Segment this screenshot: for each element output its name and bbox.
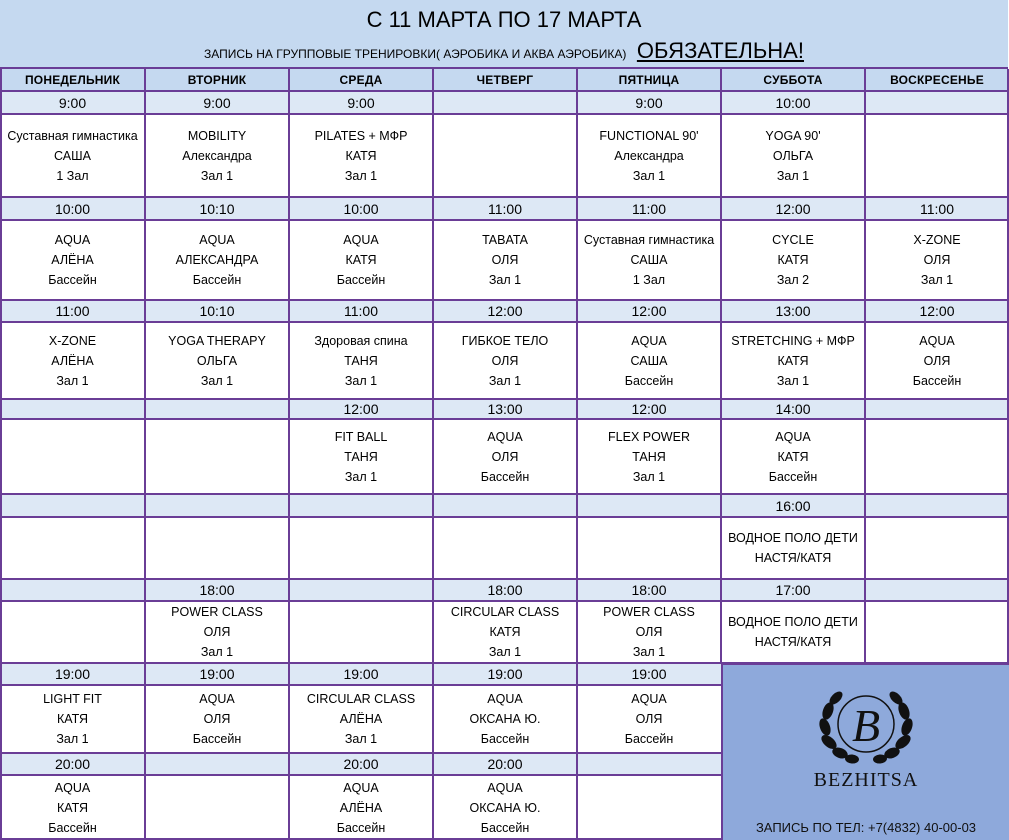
booking-phone: ЗАПИСЬ ПО ТЕЛ: +7(4832) 40-00-03 — [755, 820, 977, 835]
time-slot — [865, 494, 1009, 517]
class-name: PILATES + МФР — [314, 128, 408, 143]
time-slot: 9:00 — [289, 91, 433, 114]
class-cell — [865, 220, 1009, 300]
room-name: Зал 1 — [200, 373, 234, 388]
grid-line — [0, 219, 1009, 221]
class-cell — [433, 517, 577, 579]
room-name: Зал 1 — [344, 732, 378, 746]
instructor-name: Александра — [614, 148, 684, 163]
class-cell — [289, 517, 433, 579]
class-name: Суставная гимнастика — [7, 128, 138, 143]
time-slot: 18:00 — [433, 579, 577, 601]
day-header: ВОСКРЕСЕНЬЕ — [865, 69, 1009, 91]
class-name: Здоровая спина — [314, 333, 408, 348]
time-slot — [865, 579, 1009, 601]
instructor-name: ТАНЯ — [344, 449, 378, 464]
time-slot — [289, 579, 433, 601]
room-name: Зал 1 — [776, 168, 810, 183]
room-name: Бассейн — [192, 273, 242, 287]
class-cell — [0, 114, 145, 197]
class-cell — [577, 114, 721, 197]
instructor-name: ОЛЯ — [203, 712, 231, 726]
class-cell — [577, 322, 721, 399]
class-cell — [721, 601, 865, 663]
room-name: Зал 1 — [488, 645, 522, 659]
class-name: AQUA — [487, 780, 523, 795]
class-name: AQUA — [54, 233, 91, 247]
class-name: AQUA — [343, 233, 379, 247]
class-name: AQUA — [487, 429, 523, 444]
time-slot — [0, 579, 145, 601]
instructor-name: ОЛЯ — [491, 353, 519, 368]
instructor-name: КАТЯ — [777, 449, 809, 464]
time-slot: 12:00 — [577, 399, 721, 419]
time-slot — [145, 494, 289, 517]
class-name: AQUA — [343, 780, 379, 795]
class-cell — [433, 775, 577, 840]
grid-line — [0, 752, 721, 754]
time-slot: 9:00 — [145, 91, 289, 114]
class-cell — [0, 775, 145, 840]
class-name: AQUA — [487, 692, 523, 706]
class-cell — [145, 322, 289, 399]
class-cell — [577, 775, 721, 840]
class-cell — [0, 419, 145, 494]
room-name: Зал 1 — [632, 469, 666, 484]
instructor-name: ОЛЯ — [923, 253, 951, 267]
class-cell — [721, 220, 865, 300]
class-cell — [0, 517, 145, 579]
time-slot — [0, 494, 145, 517]
class-name: ВОДНОЕ ПОЛО ДЕТИ — [728, 531, 858, 545]
class-name: X-ZONE — [48, 333, 97, 348]
instructor-name: АЛЕКСАНДРА — [175, 253, 259, 267]
day-header: ВТОРНИК — [145, 69, 289, 91]
room-name: Зал 1 — [56, 373, 89, 388]
time-slot — [577, 494, 721, 517]
room-name: Зал 1 — [56, 732, 89, 746]
time-slot: 10:00 — [721, 91, 865, 114]
class-cell — [145, 114, 289, 197]
room-name: Зал 1 — [200, 168, 234, 183]
time-slot: 10:00 — [0, 197, 145, 220]
instructor-name: ОЛЯ — [635, 712, 663, 726]
room-name: Зал 1 — [344, 373, 378, 388]
instructor-name: НАСТЯ/КАТЯ — [754, 551, 832, 565]
room-name: Зал 1 — [776, 373, 810, 388]
instructor-name: ОЛЯ — [491, 253, 519, 267]
booking-required-emphasis: ОБЯЗАТЕЛЬНА! — [636, 38, 804, 63]
time-slot: 14:00 — [721, 399, 865, 419]
instructor-name: САША — [630, 353, 668, 368]
time-slot: 19:00 — [289, 663, 433, 685]
time-slot: 10:10 — [145, 197, 289, 220]
room-name: 1 Зал — [56, 168, 89, 183]
time-slot: 13:00 — [721, 300, 865, 322]
grid-line — [0, 774, 721, 776]
laurel-logo-icon — [811, 679, 921, 769]
class-cell — [289, 685, 433, 753]
instructor-name: ОКСАНА Ю. — [469, 800, 541, 815]
class-cell — [577, 419, 721, 494]
class-name: CIRCULAR CLASS — [450, 605, 560, 619]
instructor-name: НАСТЯ/КАТЯ — [754, 635, 832, 649]
time-slot — [865, 91, 1009, 114]
instructor-name: ТАНЯ — [344, 353, 378, 368]
class-name: LIGHT FIT — [43, 692, 102, 706]
class-name: CIRCULAR CLASS — [306, 692, 416, 706]
room-name: Зал 1 — [920, 273, 954, 287]
instructor-name: КАТЯ — [345, 253, 377, 267]
class-name: YOGA THERAPY — [168, 333, 266, 348]
time-slot: 11:00 — [289, 300, 433, 322]
grid-line — [720, 69, 722, 663]
room-name: Бассейн — [480, 732, 530, 746]
class-cell — [721, 419, 865, 494]
class-name: X-ZONE — [913, 233, 961, 247]
class-cell — [289, 114, 433, 197]
class-name: AQUA — [199, 233, 235, 247]
instructor-name: ОЛЯ — [635, 625, 663, 639]
instructor-name: ТАНЯ — [632, 449, 666, 464]
room-name: Бассейн — [48, 273, 97, 287]
time-slot: 9:00 — [0, 91, 145, 114]
class-cell — [577, 601, 721, 663]
grid-line — [144, 69, 146, 840]
time-slot: 11:00 — [0, 300, 145, 322]
booking-notice: ЗАПИСЬ НА ГРУППОВЫЕ ТРЕНИРОВКИ( АЭРОБИКА И АКВА АЭРОБИКА) — [204, 47, 627, 61]
logo-block — [721, 663, 1009, 840]
class-cell — [433, 685, 577, 753]
room-name: Бассейн — [48, 820, 97, 835]
grid-line — [0, 321, 1009, 323]
class-cell — [145, 601, 289, 663]
class-cell — [145, 685, 289, 753]
room-name: Зал 1 — [344, 469, 378, 484]
day-header: ЧЕТВЕРГ — [433, 69, 577, 91]
time-slot — [433, 494, 577, 517]
class-name: ГИБКОЕ ТЕЛО — [461, 333, 549, 348]
room-name: 1 Зал — [632, 273, 666, 287]
room-name: Бассейн — [912, 373, 962, 388]
class-name: AQUA — [919, 333, 955, 348]
instructor-name: АЛЁНА — [51, 253, 94, 267]
class-cell — [865, 517, 1009, 579]
time-slot: 20:00 — [433, 753, 577, 775]
class-cell — [721, 517, 865, 579]
day-header: СРЕДА — [289, 69, 433, 91]
class-name: TABATA — [482, 233, 528, 247]
time-slot — [289, 494, 433, 517]
time-slot: 20:00 — [289, 753, 433, 775]
instructor-name: Александра — [182, 148, 252, 163]
room-name: Зал 1 — [344, 168, 378, 183]
class-cell — [289, 775, 433, 840]
instructor-name: ОЛЬГА — [196, 353, 238, 368]
room-name: Бассейн — [480, 469, 530, 484]
class-cell — [289, 419, 433, 494]
class-cell — [433, 322, 577, 399]
class-cell — [0, 685, 145, 753]
class-cell — [865, 419, 1009, 494]
room-name: Зал 1 — [200, 645, 234, 659]
time-slot: 12:00 — [289, 399, 433, 419]
class-cell — [865, 601, 1009, 663]
time-slot: 13:00 — [433, 399, 577, 419]
time-slot: 10:00 — [289, 197, 433, 220]
class-cell — [0, 601, 145, 663]
time-slot: 17:00 — [721, 579, 865, 601]
class-cell — [0, 220, 145, 300]
class-cell — [289, 322, 433, 399]
time-slot: 16:00 — [721, 494, 865, 517]
room-name: Бассейн — [480, 820, 530, 835]
time-slot: 18:00 — [577, 579, 721, 601]
time-slot — [433, 91, 577, 114]
class-cell — [721, 114, 865, 197]
time-slot: 19:00 — [577, 663, 721, 685]
class-cell — [145, 775, 289, 840]
time-slot: 12:00 — [577, 300, 721, 322]
room-name: Бассейн — [336, 273, 386, 287]
time-slot: 19:00 — [433, 663, 577, 685]
room-name: Зал 2 — [776, 273, 810, 287]
time-slot — [145, 753, 289, 775]
time-slot: 9:00 — [577, 91, 721, 114]
time-slot — [865, 399, 1009, 419]
grid-line — [576, 69, 578, 840]
grid-line — [0, 196, 1009, 198]
class-name: STRETCHING + МФР — [731, 333, 855, 348]
room-name: Бассейн — [768, 469, 818, 484]
schedule-title: С 11 МАРТА ПО 17 МАРТА — [366, 7, 642, 32]
time-slot: 20:00 — [0, 753, 145, 775]
class-name: POWER CLASS — [171, 605, 263, 619]
class-cell — [0, 322, 145, 399]
room-name: Зал 1 — [488, 373, 522, 388]
room-name: Зал 1 — [488, 273, 522, 287]
instructor-name: КАТЯ — [56, 800, 89, 815]
room-name: Зал 1 — [632, 168, 666, 183]
class-name: AQUA — [199, 692, 235, 706]
class-name: FUNCTIONAL 90' — [599, 128, 699, 143]
time-slot: 11:00 — [577, 197, 721, 220]
time-slot: 12:00 — [721, 197, 865, 220]
time-slot: 11:00 — [865, 197, 1009, 220]
instructor-name: ОКСАНА Ю. — [469, 712, 541, 726]
day-header: ПОНЕДЕЛЬНИК — [0, 69, 145, 91]
instructor-name: ОЛЯ — [203, 625, 231, 639]
grid-line — [0, 90, 1009, 92]
instructor-name: КАТЯ — [489, 625, 521, 639]
class-name: MOBILITY — [187, 128, 247, 143]
class-cell — [577, 517, 721, 579]
time-slot: 19:00 — [0, 663, 145, 685]
instructor-name: КАТЯ — [777, 253, 809, 267]
grid-line — [0, 516, 1009, 518]
instructor-name: САША — [630, 253, 668, 267]
class-name: FLEX POWER — [608, 429, 690, 444]
svg-text:B: B — [851, 700, 881, 751]
grid-line — [432, 69, 434, 840]
time-slot: 12:00 — [865, 300, 1009, 322]
class-cell — [289, 220, 433, 300]
class-name: FIT BALL — [334, 429, 388, 444]
class-cell — [145, 220, 289, 300]
time-slot: 19:00 — [145, 663, 289, 685]
instructor-name: КАТЯ — [56, 712, 89, 726]
brand-name: BEZHITSA — [813, 769, 919, 791]
grid-line — [0, 684, 721, 686]
class-cell — [865, 114, 1009, 197]
class-name: Суставная гимнастика — [583, 233, 715, 247]
time-slot: 12:00 — [433, 300, 577, 322]
grid-line — [0, 493, 1009, 495]
class-cell — [433, 220, 577, 300]
instructor-name: АЛЁНА — [339, 800, 383, 815]
class-cell — [433, 601, 577, 663]
day-header: ПЯТНИЦА — [577, 69, 721, 91]
grid-line — [864, 69, 866, 663]
class-cell — [433, 419, 577, 494]
class-name: AQUA — [775, 429, 811, 444]
instructor-name: ОЛЯ — [923, 353, 951, 368]
instructor-name: КАТЯ — [777, 353, 809, 368]
time-slot: 11:00 — [433, 197, 577, 220]
class-cell — [289, 601, 433, 663]
time-slot: 18:00 — [145, 579, 289, 601]
class-name: YOGA 90' — [765, 128, 821, 143]
room-name: Бассейн — [624, 732, 674, 746]
class-name: CYCLE — [772, 233, 814, 247]
room-name: Зал 1 — [632, 645, 666, 659]
time-slot — [577, 753, 721, 775]
grid-line — [0, 398, 1009, 400]
class-cell — [865, 322, 1009, 399]
class-cell — [145, 517, 289, 579]
instructor-name: ОЛЯ — [491, 449, 519, 464]
time-slot: 10:10 — [145, 300, 289, 322]
class-name: AQUA — [54, 780, 91, 795]
instructor-name: САША — [54, 148, 91, 163]
grid-line — [0, 600, 1009, 602]
grid-line — [0, 578, 1009, 580]
room-name: Бассейн — [336, 820, 386, 835]
room-name: Бассейн — [624, 373, 674, 388]
class-cell — [433, 114, 577, 197]
instructor-name: АЛЁНА — [339, 712, 383, 726]
class-name: AQUA — [631, 333, 667, 348]
grid-line — [0, 113, 1009, 115]
grid-line — [0, 69, 2, 840]
time-slot — [0, 399, 145, 419]
grid-line — [0, 299, 1009, 301]
day-header: СУББОТА — [721, 69, 865, 91]
schedule-header — [0, 0, 1008, 69]
time-slot — [145, 399, 289, 419]
class-name: AQUA — [631, 692, 667, 706]
class-name: ВОДНОЕ ПОЛО ДЕТИ — [728, 615, 858, 629]
class-name: POWER CLASS — [603, 605, 695, 619]
grid-line — [0, 418, 1009, 420]
instructor-name: ОЛЬГА — [772, 148, 814, 163]
instructor-name: КАТЯ — [345, 148, 377, 163]
class-cell — [577, 220, 721, 300]
instructor-name: АЛЁНА — [51, 353, 94, 368]
class-cell — [145, 419, 289, 494]
class-cell — [721, 322, 865, 399]
class-cell — [577, 685, 721, 753]
subtitle-line — [0, 38, 1008, 67]
grid-line — [288, 69, 290, 840]
room-name: Бассейн — [192, 732, 242, 746]
